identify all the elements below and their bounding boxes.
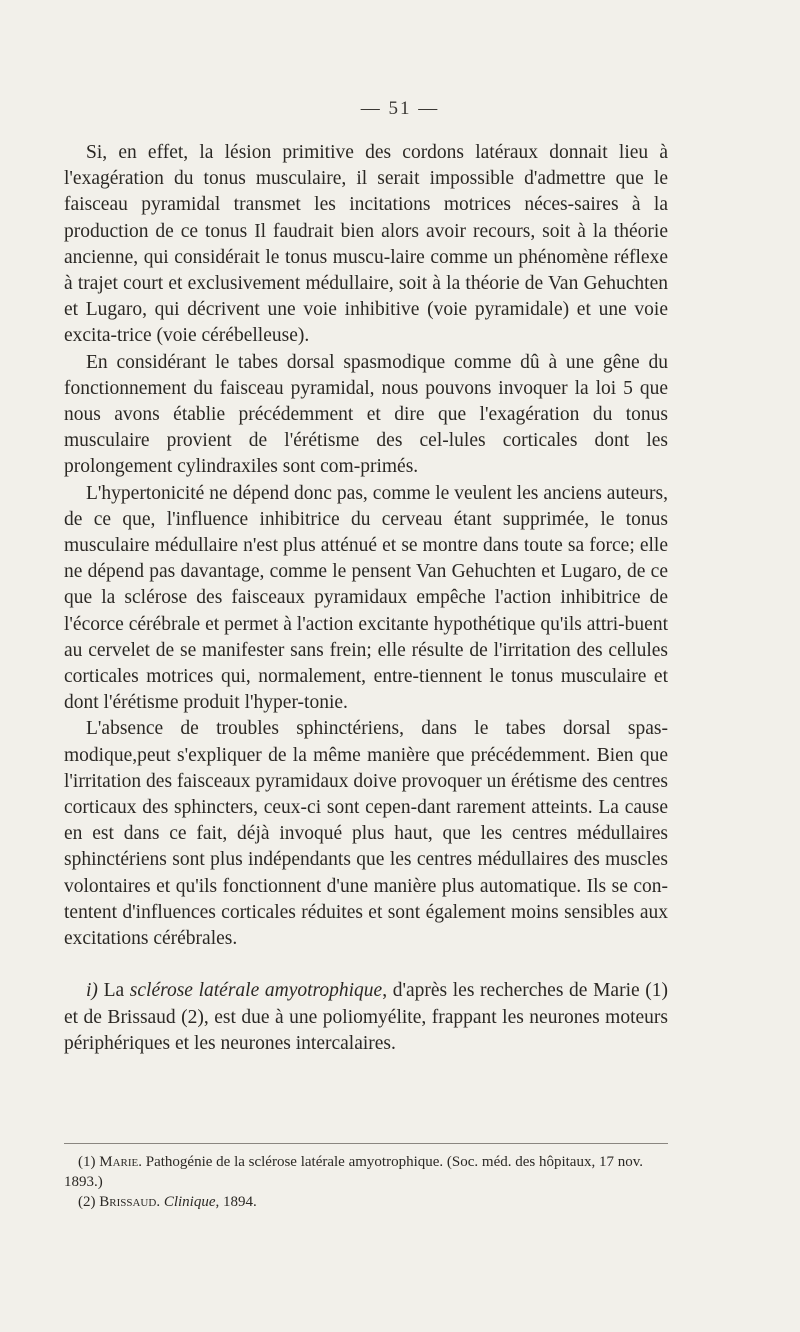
section-spacer bbox=[64, 952, 668, 978]
footnote-number: (1) bbox=[78, 1154, 96, 1170]
paragraph: Si, en effet, la lésion primitive des cordons latéraux donnait lieu à l'exagération du tonus musculaire, il serait impossible d'admettre que le faisceau pyramidal transmet les incitations motrices néces-saires à la production de ce tonus Il faudrait bien alors avoir recours, soit à la théorie ancienne, qui considérait le tonus muscu-laire comme un phénomène réflexe à trajet court et exclusivement médullaire, soit à la théorie de Van Gehuchten et Lugaro, qui décrivent une voie inhibitive (voie pyramidale) et une voie excita-trice (voie cérébelleuse). bbox=[64, 142, 668, 347]
footnote-text: Pathogénie de la sclérose latérale amyotrophique. (Soc. méd. des hôpitaux, 17 nov. 1893.) bbox=[64, 1154, 643, 1190]
footnote-number: (2) bbox=[78, 1194, 96, 1210]
footnote-author: Marie. bbox=[99, 1154, 143, 1170]
section-marker: i) bbox=[86, 980, 98, 1002]
section-paragraph bbox=[64, 978, 668, 1057]
page-number: — 51 — bbox=[360, 98, 440, 119]
paragraph: En considérant le tabes dorsal spasmodique comme dû à une gêne du fonctionnement du faisceau pyramidal, nous pouvons invoquer la loi 5 que nous avons établie précédemment et dire que l'exagération du tonus musculaire provient de l'érétisme des cel-lules corticales dont les prolongement cylindraxiles sont com-primés. bbox=[64, 351, 668, 478]
section-title: sclérose latérale amyotrophique bbox=[129, 980, 383, 1002]
paragraph: L'absence de troubles sphinctériens, dans le tabes dorsal spas-modique,peut s'expliquer de la même manière que précédemment. Bien que l'irritation des faisceaux pyramidaux doive provoquer un érétisme des centres corticaux des sphincters, ceux-ci sont cepen-dant rarement atteints. La cause en est dans ce fait, déjà invoqué plus haut, que les centres médullaires sphinctériens sont plus indépendants que les centres médullaires des muscles volontaires et qu'ils fonctionnent d'une manière plus automatique. Ils se con-tentent d'influences corticales réduites et sont également moins sensibles aux excitations cérébrales. bbox=[64, 718, 669, 950]
footnote-text: , 1894. bbox=[215, 1194, 257, 1210]
footnote-title: Clinique bbox=[163, 1194, 216, 1210]
footnotes bbox=[64, 1143, 668, 1212]
footnote bbox=[64, 1192, 668, 1212]
section-text: , d'après les recherches de Marie (1) et de Brissaud (2), est due à une poliomyélite, frappant les neurones moteurs périphériques et les neurones intercalaires. bbox=[64, 980, 669, 1054]
paragraph: L'hypertonicité ne dépend donc pas, comme le veulent les anciens auteurs, de ce que, l'influence inhibitrice du cerveau étant supprimée, le tonus musculaire médullaire n'est plus atténué et se montre dans toute sa force; elle ne dépend pas davantage, comme le pensent Van Gehuchten et Lugaro, de ce que la sclérose des faisceaux pyramidaux empêche l'action inhibitrice de l'écorce cérébrale et permet à l'action excitante hypothétique qu'ils attri-buent au cervelet de se manifester sans frein; elle résulte de l'irritation des cellules corticales motrices qui, normalement, entre-tiennent le tonus musculaire et dont l'érétisme produit l'hyper-tonie. bbox=[64, 482, 668, 714]
footnote-author: Brissaud. bbox=[99, 1194, 161, 1210]
footnote bbox=[64, 1152, 668, 1192]
body-text bbox=[64, 140, 668, 1057]
section-article: La bbox=[103, 980, 125, 1002]
